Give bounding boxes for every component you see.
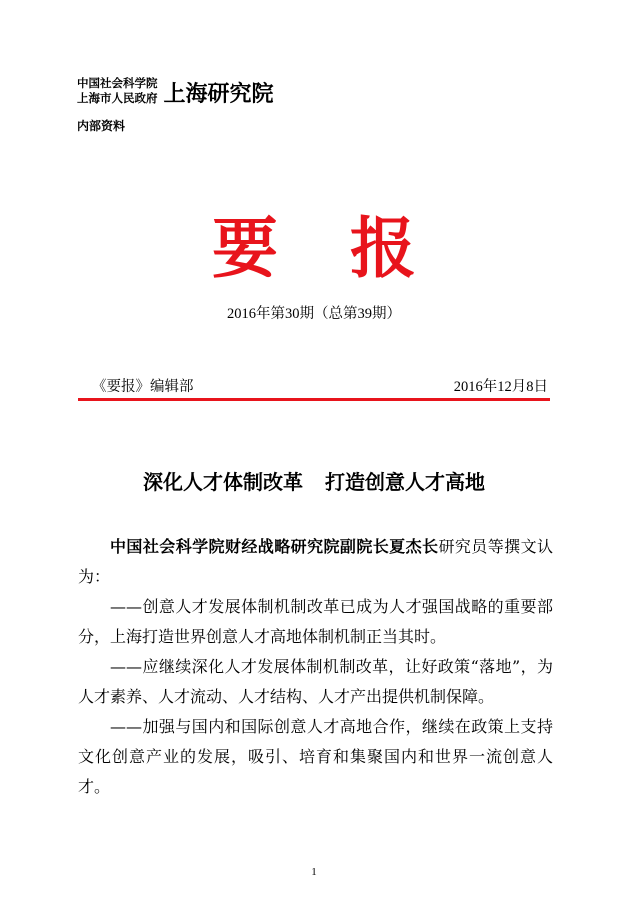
body-paragraph: ——创意人才发展体制机制改革已成为人才强国战略的重要部分，上海打造世界创意人才高地体制机制正当其时。 — [78, 597, 553, 646]
report-title — [0, 195, 628, 290]
institute-name: 上海研究院 — [163, 81, 274, 107]
org-name-shanghai-gov: 上海市人民政府 — [77, 91, 158, 105]
internal-material-label: 内部资料 — [77, 119, 126, 133]
article-headline — [0, 466, 628, 495]
body-paragraph: ——加强与国内和国际创意人才高地合作，继续在政策上支持文化创意产业的发展，吸引、培育和集聚国内和世界一流创意人才。 — [78, 717, 553, 796]
headline-part-2: 打造创意人才高地 — [325, 470, 485, 494]
body-paragraph: ——应继续深化人才发展体制机制改革，让好政策“落地”，为人才素养、人才流动、人才结构、人才产出提供机制保障。 — [78, 657, 553, 706]
divider-rule — [78, 398, 550, 401]
intro-text: 研究员等撰文认为： — [78, 537, 553, 586]
letterhead — [77, 76, 274, 106]
issue-number: 2016年第30期（总第39期） — [227, 306, 401, 322]
org-name-cass: 中国社会科学院 — [77, 76, 158, 90]
organization-names — [77, 76, 158, 106]
report-title-char-2: 报 — [350, 209, 416, 287]
article-body — [78, 532, 553, 802]
headline-part-1: 深化人才体制改革 — [143, 470, 303, 494]
report-meta — [92, 375, 548, 396]
author-name: 中国社会科学院财经战略研究院副院长夏杰长 — [110, 537, 439, 556]
page-number: 1 — [311, 866, 317, 878]
intro-paragraph — [78, 532, 553, 592]
report-title-char-1: 要 — [212, 209, 278, 287]
editor-department: 《要报》编辑部 — [92, 379, 194, 395]
report-date: 2016年12月8日 — [453, 379, 548, 395]
